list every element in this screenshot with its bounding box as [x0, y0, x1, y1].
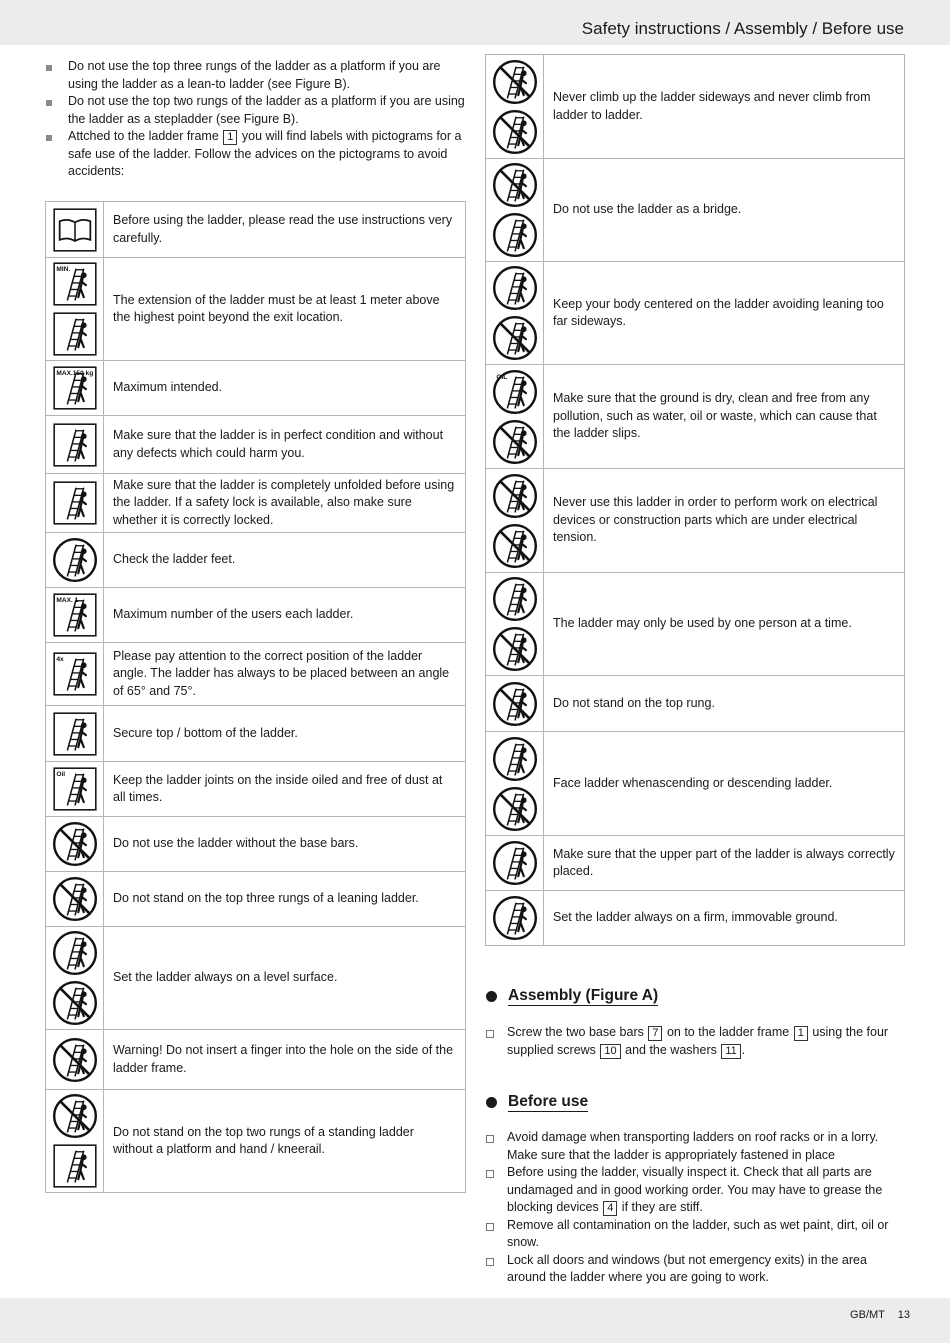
- pictogram-row: [46, 588, 466, 643]
- before-use-item: [486, 1164, 906, 1217]
- no-top-three-rungs-pictogram-icon: [52, 876, 98, 922]
- before-use-item: [486, 1217, 906, 1252]
- pictogram-instruction: Please pay attention to the correct position of the ladder angle. The ladder has always to be placed between an angle of 65° and 75°.: [104, 643, 466, 706]
- footer-band: [0, 1298, 950, 1343]
- pictogram-cell: [486, 891, 544, 946]
- pictogram-instruction: Make sure that the ladder is in perfect condition and without any defects which could harm you.: [104, 416, 466, 474]
- assembly-heading: [486, 986, 658, 1006]
- standing-ladder-pictogram-icon: [52, 1143, 98, 1189]
- step-text: Remove all contamination on the ladder, such as wet paint, dirt, oil or snow.: [507, 1217, 892, 1249]
- pictogram-row: [46, 817, 466, 872]
- pictogram-cell: [46, 474, 104, 533]
- extension-1m-climber-pictogram-icon: [52, 311, 98, 357]
- part-reference: 1: [794, 1026, 808, 1041]
- pictogram-row: [486, 891, 905, 946]
- step-text: Avoid damage when transporting ladders on roof racks or in a lorry. Make sure that the ladder is appropriately fastened in place: [507, 1130, 882, 1162]
- max-150kg-pictogram-icon: [52, 365, 98, 411]
- no-leaning-pictogram-icon: [492, 315, 538, 361]
- pictogram-instruction: Face ladder whenascending or descending ladder.: [544, 732, 905, 836]
- pictogram-row: [46, 258, 466, 361]
- intro-bullet: Do not use the top three rungs of the ladder as a platform if you are using the ladder as a lean-to ladder (see Figure B).: [46, 58, 466, 93]
- before-use-list: [486, 1129, 906, 1287]
- pictogram-cell: [486, 469, 544, 573]
- pictogram-cell: [46, 1090, 104, 1193]
- no-ladder-to-ladder-pictogram-icon: [492, 109, 538, 155]
- pictogram-row: [46, 1030, 466, 1090]
- pictogram-cell: [46, 361, 104, 416]
- svg-text:4x: 4x: [55, 655, 64, 663]
- part-reference: 4: [603, 1201, 617, 1216]
- pictogram-cell: [46, 416, 104, 474]
- no-top-rung-pictogram-icon: [492, 681, 538, 727]
- before-use-heading: [486, 1092, 588, 1112]
- step-text: Lock all doors and windows (but not emergency exits) in the area around the ladder where you are going to work.: [507, 1252, 871, 1284]
- level-surface-pictogram-icon: [52, 930, 98, 976]
- pictogram-cell: [486, 573, 544, 676]
- pictogram-cell: [46, 1030, 104, 1090]
- pictogram-instruction: Do not use the ladder without the base bars.: [104, 817, 466, 872]
- pictogram-row: [486, 732, 905, 836]
- pictogram-row: [46, 533, 466, 588]
- assembly-steps: [486, 1024, 906, 1059]
- pictogram-row: [46, 706, 466, 762]
- pictogram-instruction: Never use this ladder in order to perform work on electrical devices or construction parts which are under electrical tension.: [544, 469, 905, 573]
- inspect-ladder-pictogram-icon: [52, 422, 98, 468]
- pictogram-row: [486, 836, 905, 891]
- extension-min-1m-pictogram-icon: [52, 261, 98, 307]
- pictogram-cell: [46, 202, 104, 258]
- pictogram-cell: [46, 872, 104, 927]
- assembly-heading-text: Assembly (Figure A): [508, 987, 659, 1004]
- intro-bullet-list: [46, 58, 466, 181]
- no-back-to-ladder-pictogram-icon: [492, 786, 538, 832]
- pictogram-row: [46, 202, 466, 258]
- pictogram-cell: [46, 533, 104, 588]
- pictogram-row: [486, 573, 905, 676]
- pictogram-cell: [46, 762, 104, 817]
- pictogram-cell: [486, 262, 544, 365]
- one-person-pictogram-icon: [492, 576, 538, 622]
- pictogram-table-right: [485, 54, 905, 946]
- no-live-parts-pictogram-icon: [492, 523, 538, 569]
- intro-bullet-text: Attched to the ladder frame: [68, 129, 219, 143]
- pictogram-instruction: Secure top / bottom of the ladder.: [104, 706, 466, 762]
- assembly-step: [486, 1024, 906, 1059]
- bridge-person-pictogram-icon: [492, 212, 538, 258]
- step-text: Before using the ladder, visually inspect it. Check that all parts are undamaged and in good working order. You may have to grease the blocking devices: [507, 1165, 886, 1214]
- clean-ground-pictogram-icon: [492, 369, 538, 415]
- ladder-angle-pictogram-icon: [52, 651, 98, 697]
- step-text: using the four supplied screws: [507, 1025, 892, 1057]
- heading-bullet-icon: [486, 1097, 497, 1108]
- pictogram-instruction: Do not stand on the top two rungs of a standing ladder without a platform and hand / kneerail.: [104, 1090, 466, 1193]
- svg-text:MAX. 1: MAX. 1: [55, 596, 78, 604]
- pictogram-row: [486, 262, 905, 365]
- pictogram-instruction: Make sure that the ground is dry, clean and free from any pollution, such as water, oil or waste, which can cause that the ladder slips.: [544, 365, 905, 469]
- pictogram-instruction: Do not use the ladder as a bridge.: [544, 159, 905, 262]
- pictogram-cell: [46, 588, 104, 643]
- pictogram-table-left: [45, 201, 466, 1193]
- check-feet-pictogram-icon: [52, 537, 98, 583]
- no-two-persons-pictogram-icon: [492, 626, 538, 672]
- before-use-item: [486, 1129, 906, 1164]
- page-number: 13: [897, 1309, 910, 1321]
- pictogram-cell: [486, 55, 544, 159]
- pictogram-instruction: The extension of the ladder must be at least 1 meter above the highest point beyond the exit location.: [104, 258, 466, 361]
- heading-bullet-icon: [486, 991, 497, 1002]
- pictogram-cell: [486, 159, 544, 262]
- step-text: if they are stiff.: [618, 1200, 703, 1214]
- intro-bullet: Do not use the top two rungs of the ladder as a platform if you are using the ladder as a stepladder (see Figure B).: [46, 93, 466, 128]
- pictogram-instruction: Warning! Do not insert a finger into the hole on the side of the ladder frame.: [104, 1030, 466, 1090]
- part-reference: 10: [600, 1044, 620, 1059]
- pictogram-row: [486, 469, 905, 573]
- pictogram-row: [486, 55, 905, 159]
- pictogram-instruction: Set the ladder always on a firm, immovable ground.: [544, 891, 905, 946]
- svg-text:OIL: OIL: [495, 373, 507, 381]
- oil-joints-pictogram-icon: [52, 766, 98, 812]
- no-sideways-climb-pictogram-icon: [492, 59, 538, 105]
- pictogram-instruction: Do not stand on the top rung.: [544, 676, 905, 732]
- pictogram-row: [486, 365, 905, 469]
- pictogram-instruction: Make sure that the upper part of the ladder is always correctly placed.: [544, 836, 905, 891]
- intro-bullet: [46, 128, 466, 181]
- no-base-bars-pictogram-icon: [52, 821, 98, 867]
- no-finger-hole-pictogram-icon: [52, 1037, 98, 1083]
- pictogram-row: [486, 159, 905, 262]
- part-reference: 7: [648, 1026, 662, 1041]
- step-text: and the washers: [621, 1042, 721, 1057]
- max-1-user-pictogram-icon: [52, 592, 98, 638]
- pictogram-instruction: The ladder may only be used by one person at a time.: [544, 573, 905, 676]
- pictogram-row: [46, 361, 466, 416]
- pictogram-row: [46, 416, 466, 474]
- secure-top-bottom-pictogram-icon: [52, 711, 98, 757]
- pictogram-instruction: Never climb up the ladder sideways and never climb from ladder to ladder.: [544, 55, 905, 159]
- pictogram-instruction: Keep your body centered on the ladder avoiding leaning too far sideways.: [544, 262, 905, 365]
- pictogram-row: [46, 927, 466, 1030]
- page-header-title: Safety instructions / Assembly / Before use: [581, 19, 904, 38]
- upper-part-placed-pictogram-icon: [492, 840, 538, 886]
- pictogram-row: [46, 474, 466, 533]
- unfolded-ladder-pictogram-icon: [52, 480, 98, 526]
- pictogram-cell: [486, 836, 544, 891]
- pictogram-cell: [46, 706, 104, 762]
- pictogram-row: [46, 872, 466, 927]
- pictogram-cell: [486, 732, 544, 836]
- pictogram-cell: [46, 258, 104, 361]
- svg-text:MIN.: MIN.: [55, 265, 70, 273]
- pictogram-instruction: Do not stand on the top three rungs of a leaning ladder.: [104, 872, 466, 927]
- part-reference: 11: [721, 1044, 740, 1059]
- pictogram-cell: [486, 676, 544, 732]
- pictogram-instruction: Maximum intended.: [104, 361, 466, 416]
- no-bridge-pictogram-icon: [492, 162, 538, 208]
- pictogram-cell: [486, 365, 544, 469]
- pictogram-instruction: Maximum number of the users each ladder.: [104, 588, 466, 643]
- pictogram-instruction: Check the ladder feet.: [104, 533, 466, 588]
- centered-body-pictogram-icon: [492, 265, 538, 311]
- pictogram-row: [486, 676, 905, 732]
- pictogram-instruction: Keep the ladder joints on the inside oiled and free of dust at all times.: [104, 762, 466, 817]
- pictogram-row: [46, 762, 466, 817]
- book-pictogram-icon: [52, 207, 98, 253]
- pictogram-row: [46, 1090, 466, 1193]
- intro-bullet-text: you will find labels with pictograms for a safe use of the ladder. Follow the advices on the pictograms to avoid accidents:: [68, 129, 462, 178]
- firm-ground-pictogram-icon: [492, 895, 538, 941]
- before-use-item: [486, 1252, 906, 1287]
- svg-text:Oil: Oil: [55, 770, 65, 778]
- part-reference: 1: [223, 130, 237, 145]
- svg-text:MAX.150 kg: MAX.150 kg: [55, 369, 93, 377]
- step-text: .: [741, 1042, 746, 1057]
- step-text: Screw the two base bars: [507, 1025, 648, 1039]
- pictogram-instruction: Before using the ladder, please read the use instructions very carefully.: [104, 202, 466, 258]
- pictogram-instruction: Set the ladder always on a level surface.: [104, 927, 466, 1030]
- no-top-two-rungs-pictogram-icon: [52, 1093, 98, 1139]
- pictogram-row: [46, 643, 466, 706]
- no-uneven-surface-pictogram-icon: [52, 980, 98, 1026]
- step-text: on to the ladder frame: [663, 1025, 793, 1039]
- face-ladder-pictogram-icon: [492, 736, 538, 782]
- pictogram-instruction: Make sure that the ladder is completely unfolded before using the ladder. If a safety lock is available, also make sure whether it is correctly locked.: [104, 474, 466, 533]
- page-footer: [840, 1309, 910, 1321]
- footer-language: GB/MT: [850, 1309, 885, 1321]
- no-slippery-ground-pictogram-icon: [492, 419, 538, 465]
- pictogram-cell: [46, 643, 104, 706]
- pictogram-cell: [46, 817, 104, 872]
- no-electrical-work-pictogram-icon: [492, 473, 538, 519]
- before-use-heading-text: Before use: [508, 1093, 589, 1110]
- pictogram-cell: [46, 927, 104, 1030]
